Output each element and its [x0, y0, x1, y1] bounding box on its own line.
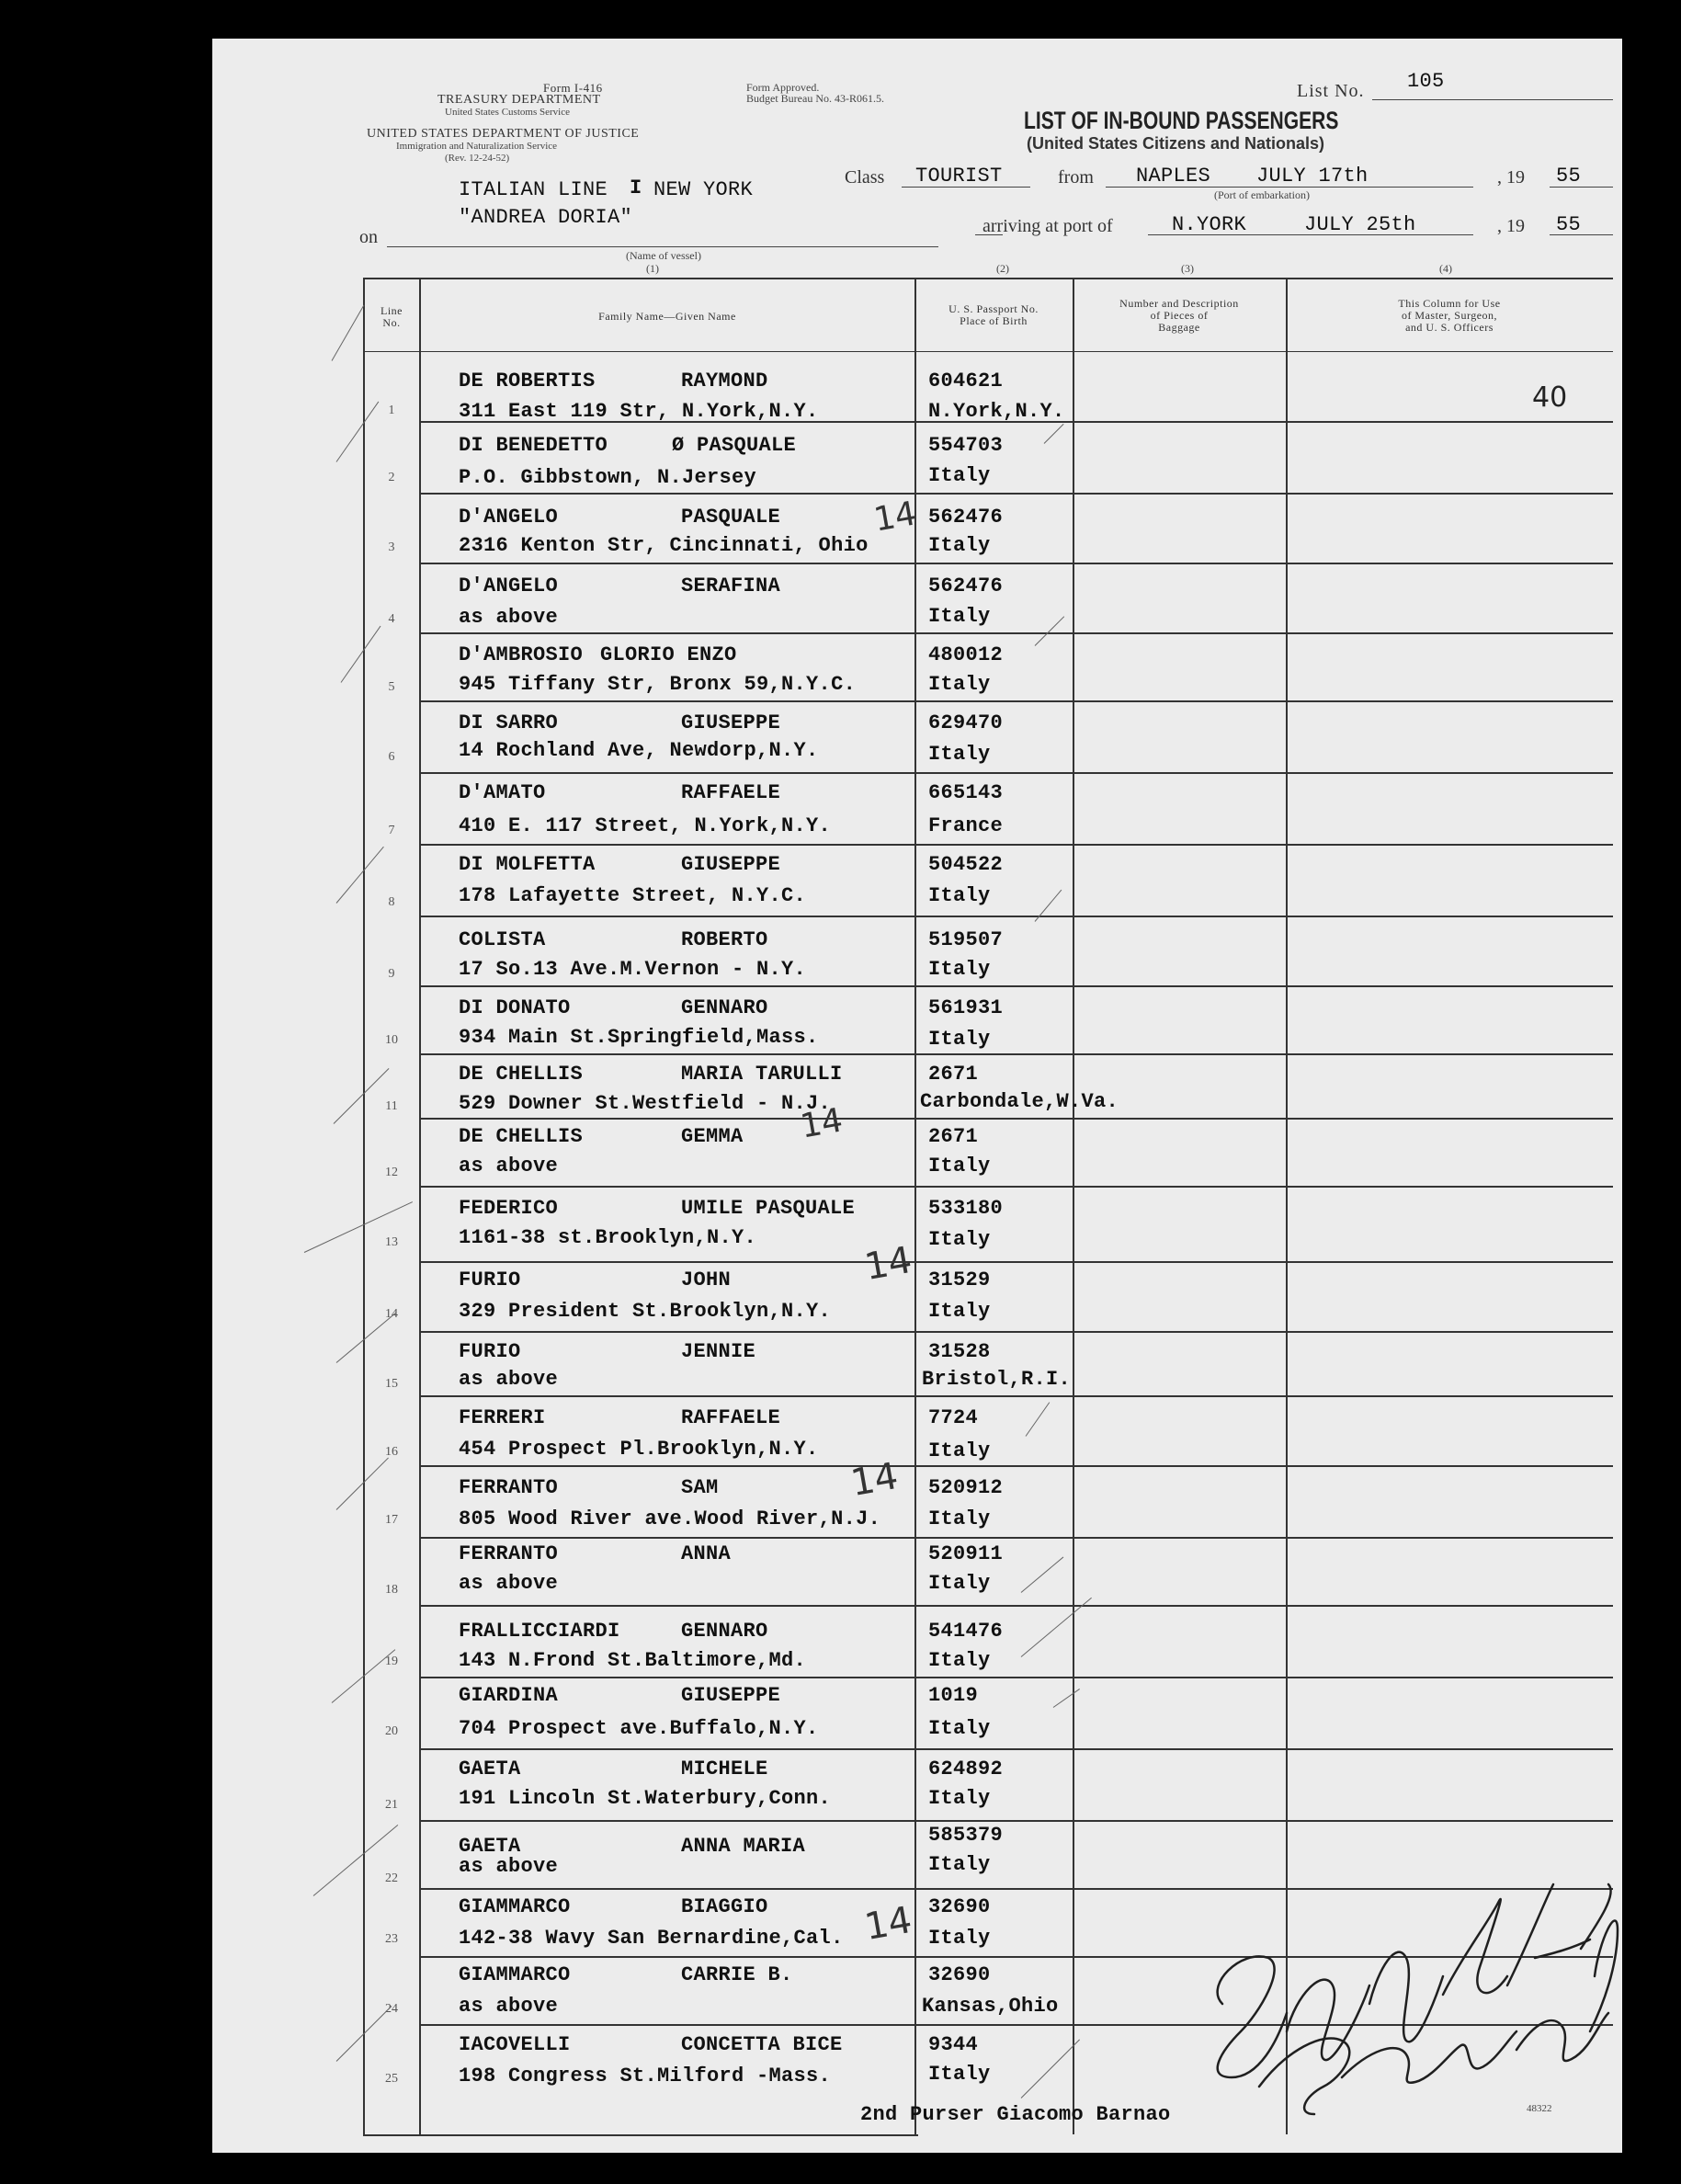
- table-row: [212, 776, 1622, 847]
- passport-number: 520911: [928, 1542, 1004, 1565]
- row-number: 16: [385, 1445, 398, 1459]
- row-number: 8: [388, 895, 395, 909]
- row-divider: [419, 1395, 1613, 1397]
- header-baggage-3: Baggage: [1158, 321, 1200, 334]
- passport-number: 504522: [928, 853, 1004, 876]
- from-label: from: [1058, 167, 1094, 188]
- manifest-subtitle: (United States Citizens and Nationals): [1027, 134, 1325, 153]
- given-name: SERAFINA: [681, 574, 781, 597]
- class-value: TOURIST: [915, 165, 1003, 188]
- address: 945 Tiffany Str, Bronx 59,N.Y.C.: [459, 673, 857, 696]
- passport-number: 541476: [928, 1620, 1004, 1643]
- from-year-prefix: , 19: [1497, 167, 1525, 188]
- row-divider: [419, 1186, 1613, 1188]
- row-divider: [419, 844, 1613, 846]
- family-name: FRALLICCIARDI: [459, 1620, 620, 1643]
- row-divider: [419, 916, 1613, 917]
- row-number: 18: [385, 1583, 398, 1597]
- row-number: 3: [388, 540, 395, 554]
- row-number: 25: [385, 2072, 398, 2086]
- given-name: MICHELE: [681, 1757, 768, 1780]
- column-number-4: (4): [1439, 262, 1452, 275]
- list-number: 105: [1407, 70, 1445, 93]
- row-number: 12: [385, 1166, 398, 1179]
- given-name: RAFFAELE: [681, 1406, 781, 1429]
- passport-number: 519507: [928, 928, 1004, 951]
- row-divider: [419, 1820, 1613, 1822]
- given-name: SAM: [681, 1476, 719, 1499]
- address: 934 Main St.Springfield,Mass.: [459, 1026, 819, 1049]
- given-name: PASQUALE: [681, 506, 781, 529]
- table-row: [212, 1541, 1622, 1611]
- passport-number: 480012: [928, 643, 1004, 666]
- passport-number: 1019: [928, 1684, 979, 1707]
- embarkation-caption: (Port of embarkation): [1214, 188, 1310, 201]
- family-name: FERRERI: [459, 1406, 546, 1429]
- row-divider: [419, 632, 1613, 634]
- address: 198 Congress St.Milford -Mass.: [459, 2065, 832, 2087]
- row-number: 11: [385, 1099, 398, 1113]
- row-number: 10: [385, 1033, 398, 1047]
- row-divider: [419, 1537, 1613, 1539]
- row-divider: [419, 772, 1613, 774]
- address: 142-38 Wavy San Bernardine,Cal.: [459, 1927, 844, 1950]
- given-name: RAYMOND: [681, 370, 768, 392]
- header-officers-3: and U. S. Officers: [1405, 321, 1494, 334]
- place-of-birth: Italy: [928, 958, 991, 981]
- place-of-birth: Italy: [928, 1787, 991, 1810]
- passport-number: 665143: [928, 781, 1004, 804]
- row-number: 4: [388, 612, 395, 626]
- family-name: DI MOLFETTA: [459, 853, 596, 876]
- place-of-birth: France: [928, 814, 1004, 837]
- header-baggage-2: of Pieces of: [1150, 309, 1209, 322]
- header-passport-2: Place of Birth: [960, 314, 1028, 327]
- place-of-birth: Italy: [928, 464, 991, 487]
- family-name: DE CHELLIS: [459, 1125, 584, 1148]
- row-divider: [419, 493, 1613, 495]
- address: 311 East 119 Str, N.York,N.Y.: [459, 400, 819, 423]
- arrival-year-prefix: , 19: [1497, 216, 1525, 236]
- table-row: [212, 919, 1622, 990]
- place-of-birth: Italy: [928, 743, 991, 766]
- column-number-3: (3): [1181, 262, 1194, 275]
- family-name: D'AMATO: [459, 781, 546, 804]
- given-name: GENNARO: [681, 996, 768, 1019]
- table-row: [212, 1120, 1622, 1190]
- given-name: CONCETTA BICE: [681, 2033, 843, 2056]
- print-code: 48322: [1527, 2103, 1552, 2114]
- passport-number: 31529: [928, 1268, 991, 1291]
- family-name: D'ANGELO: [459, 574, 559, 597]
- family-name: DI SARRO: [459, 711, 559, 734]
- given-name: UMILE PASQUALE: [681, 1197, 856, 1220]
- row-divider: [419, 1465, 1613, 1467]
- given-name: GLORIO ENZO: [600, 643, 737, 666]
- list-no-underline: [1372, 99, 1613, 100]
- passport-number: 31528: [928, 1340, 991, 1363]
- place-of-birth: Italy: [928, 1717, 991, 1740]
- row-number: 20: [385, 1724, 398, 1738]
- line-mark: I: [630, 176, 642, 199]
- arrival-port: N.YORK: [1172, 213, 1247, 236]
- column-number-2: (2): [996, 262, 1009, 275]
- table-header-border: [363, 351, 1613, 352]
- given-name: GENNARO: [681, 1620, 768, 1643]
- table-row: [212, 1754, 1622, 1825]
- row-divider: [419, 1053, 1613, 1055]
- margin-mark: 14: [847, 1454, 902, 1506]
- place-of-birth: Italy: [928, 884, 991, 907]
- header-passport-1: U. S. Passport No.: [948, 302, 1039, 315]
- header-baggage: [1074, 298, 1284, 334]
- family-name: DI BENEDETTO: [459, 434, 608, 457]
- row-number: 15: [385, 1377, 398, 1391]
- place-of-birth: Italy: [928, 1228, 991, 1251]
- line-city: NEW YORK: [653, 178, 754, 201]
- passport-number: 562476: [928, 574, 1004, 597]
- revision-date: (Rev. 12-24-52): [445, 153, 510, 164]
- row-number: 13: [385, 1235, 398, 1249]
- embarkation-date: JULY 17th: [1256, 165, 1369, 188]
- address: P.O. Gibbstown, N.Jersey: [459, 466, 757, 489]
- header-line-no-2: No.: [382, 316, 401, 329]
- place-of-birth: Italy: [928, 1927, 991, 1950]
- family-name: D'AMBROSIO: [459, 643, 584, 666]
- header-line-no-1: Line: [380, 304, 403, 317]
- purser-name: 2nd Purser Giacomo Barnao: [860, 2103, 1171, 2126]
- row-divider: [419, 700, 1613, 702]
- margin-mark: 14: [870, 495, 920, 540]
- check-mark: [332, 305, 365, 361]
- table-bottom-border: [363, 2134, 918, 2136]
- family-name: GIARDINA: [459, 1684, 559, 1707]
- justice-department: UNITED STATES DEPARTMENT OF JUSTICE: [367, 127, 640, 141]
- table-row: [212, 989, 1622, 1060]
- address: 143 N.Frond St.Baltimore,Md.: [459, 1649, 807, 1672]
- row-number: 1: [388, 404, 395, 417]
- budget-bureau: Budget Bureau No. 43-R061.5.: [746, 92, 884, 105]
- address: as above: [459, 1572, 559, 1595]
- address: 329 President St.Brooklyn,N.Y.: [459, 1300, 832, 1323]
- place-of-birth: Italy: [928, 1155, 991, 1177]
- given-name: ANNA: [681, 1542, 732, 1565]
- header-baggage-1: Number and Description: [1119, 297, 1239, 310]
- officer-note: 40: [1532, 381, 1568, 414]
- address: 529 Downer St.Westfield - N.J.: [459, 1092, 832, 1115]
- address: as above: [459, 1155, 559, 1177]
- passport-number: 2671: [928, 1063, 979, 1086]
- row-number: 7: [388, 824, 395, 837]
- place-of-birth: Italy: [928, 1572, 991, 1595]
- place-of-birth: Italy: [928, 1028, 991, 1051]
- family-name: GAETA: [459, 1757, 521, 1780]
- row-divider: [419, 1605, 1613, 1607]
- row-divider: [419, 1748, 1613, 1750]
- passport-number: 533180: [928, 1197, 1004, 1220]
- arriving-label: arriving at port of: [982, 216, 1113, 236]
- place-of-birth: Italy: [928, 673, 991, 696]
- table-row: [212, 1189, 1622, 1260]
- row-number: 2: [388, 471, 395, 484]
- table-row: [212, 1473, 1622, 1543]
- table-row: [212, 566, 1622, 637]
- family-name: GIAMMARCO: [459, 1963, 571, 1986]
- family-name: FURIO: [459, 1340, 521, 1363]
- on-label: on: [359, 227, 378, 247]
- table-row: [212, 1682, 1622, 1753]
- passport-number: 562476: [928, 506, 1004, 529]
- address: 805 Wood River ave.Wood River,N.J.: [459, 1507, 881, 1530]
- place-of-birth: Italy: [928, 1300, 991, 1323]
- place-of-birth: Italy: [928, 605, 991, 628]
- treasury-department: TREASURY DEPARTMENT: [437, 93, 601, 107]
- row-number: 23: [385, 1932, 398, 1946]
- header-line-no: [366, 305, 417, 329]
- row-number: 6: [388, 750, 395, 764]
- table-top-border: [363, 278, 1613, 279]
- given-name: GIUSEPPE: [681, 1684, 781, 1707]
- passport-number: 585379: [928, 1824, 1004, 1847]
- row-number: 17: [385, 1513, 398, 1527]
- family-name: GAETA: [459, 1835, 521, 1858]
- vessel-caption: (Name of vessel): [626, 249, 701, 262]
- list-no-label: List No.: [1297, 81, 1365, 101]
- given-name: JOHN: [681, 1268, 732, 1291]
- table-row: [212, 1614, 1622, 1685]
- address: 1161-38 st.Brooklyn,N.Y.: [459, 1226, 757, 1249]
- row-number: 9: [388, 967, 395, 981]
- place-of-birth: Italy: [928, 1439, 991, 1462]
- row-number: 24: [385, 2002, 398, 2016]
- table-row: [212, 636, 1622, 707]
- place-of-birth: Italy: [928, 2063, 991, 2086]
- header-officers-1: This Column for Use: [1398, 297, 1501, 310]
- address: 17 So.13 Ave.M.Vernon - N.Y.: [459, 958, 807, 981]
- passport-number: 554703: [928, 434, 1004, 457]
- class-label: Class: [845, 167, 885, 188]
- passport-number: 32690: [928, 1963, 991, 1986]
- given-name: GIUSEPPE: [681, 853, 781, 876]
- address: 14 Rochland Ave, Newdorp,N.Y.: [459, 739, 819, 762]
- family-name: FURIO: [459, 1268, 521, 1291]
- family-name: DE CHELLIS: [459, 1063, 584, 1086]
- family-name: DE ROBERTIS: [459, 370, 596, 392]
- place-of-birth: Carbondale,W.Va.: [920, 1090, 1119, 1113]
- row-number: 22: [385, 1871, 398, 1885]
- given-name: BIAGGIO: [681, 1895, 768, 1918]
- given-name: RAFFAELE: [681, 781, 781, 804]
- customs-service: United States Customs Service: [445, 107, 570, 118]
- header-name: Family Name—Given Name: [598, 310, 736, 323]
- family-name: GIAMMARCO: [459, 1895, 571, 1918]
- address: as above: [459, 1995, 559, 2018]
- passport-number: 624892: [928, 1757, 1004, 1780]
- embarkation-port: NAPLES: [1136, 165, 1211, 188]
- arrival-year-underline: [1550, 234, 1613, 235]
- address: 704 Prospect ave.Buffalo,N.Y.: [459, 1717, 819, 1740]
- row-number: 5: [388, 680, 395, 694]
- given-name: GIUSEPPE: [681, 711, 781, 734]
- place-of-birth: Italy: [928, 534, 991, 557]
- family-name: FEDERICO: [459, 1197, 559, 1220]
- address: 178 Lafayette Street, N.Y.C.: [459, 884, 807, 907]
- arrival-year: 55: [1556, 213, 1582, 236]
- address: 2316 Kenton Str, Cincinnati, Ohio: [459, 534, 869, 557]
- manifest-title: LIST OF IN-BOUND PASSENGERS: [1024, 107, 1339, 134]
- place-of-birth: Italy: [928, 1853, 991, 1876]
- shipping-line: ITALIAN LINE: [459, 178, 608, 201]
- row-divider: [419, 1677, 1613, 1678]
- table-row: [212, 704, 1622, 775]
- row-number: 14: [385, 1307, 398, 1321]
- family-name: DI DONATO: [459, 996, 571, 1019]
- table-row: [212, 847, 1622, 918]
- passport-number: 9344: [928, 2033, 979, 2056]
- form-number: Form I-416: [543, 81, 603, 95]
- family-name: D'ANGELO: [459, 506, 559, 529]
- passport-number: 604621: [928, 370, 1004, 392]
- place-of-birth: Bristol,R.I.: [922, 1368, 1072, 1391]
- arrival-date: JULY 25th: [1304, 213, 1416, 236]
- commandante-signature: [1186, 1848, 1627, 2151]
- table-row: [212, 423, 1622, 494]
- given-name: ROBERTO: [681, 928, 768, 951]
- passenger-manifest-sheet: [212, 39, 1622, 2153]
- place-of-birth: Italy: [928, 1649, 991, 1672]
- given-name: Ø PASQUALE: [672, 434, 797, 457]
- immigration-service: Immigration and Naturalization Service: [396, 141, 558, 152]
- margin-mark: 14: [861, 1238, 915, 1290]
- address: 410 E. 117 Street, N.York,N.Y.: [459, 814, 832, 837]
- address: as above: [459, 1855, 559, 1878]
- family-name: COLISTA: [459, 928, 546, 951]
- header-officers: [1288, 298, 1611, 334]
- table-row: [212, 1263, 1622, 1334]
- margin-mark: 14: [861, 1898, 915, 1950]
- passport-number: 629470: [928, 711, 1004, 734]
- passport-number: 2671: [928, 1125, 979, 1148]
- form-approved: Form Approved.: [746, 81, 820, 94]
- row-divider: [419, 985, 1613, 987]
- address: as above: [459, 1368, 559, 1391]
- family-name: IACOVELLI: [459, 2033, 571, 2056]
- row-divider: [419, 563, 1613, 564]
- row-number: 19: [385, 1655, 398, 1668]
- family-name: FERRANTO: [459, 1476, 559, 1499]
- header-officers-2: of Master, Surgeon,: [1401, 309, 1498, 322]
- place-of-birth: Kansas,Ohio: [922, 1995, 1059, 2018]
- vessel-underline: [387, 246, 938, 247]
- embarkation-year: 55: [1556, 165, 1582, 188]
- header-passport: [916, 303, 1071, 327]
- passport-number: 32690: [928, 1895, 991, 1918]
- address: 454 Prospect Pl.Brooklyn,N.Y.: [459, 1438, 819, 1461]
- given-name: GEMMA: [681, 1125, 744, 1148]
- passport-number: 520912: [928, 1476, 1004, 1499]
- table-row: [212, 358, 1622, 428]
- passport-number: 561931: [928, 996, 1004, 1019]
- address: 191 Lincoln St.Waterbury,Conn.: [459, 1787, 832, 1810]
- row-number: 21: [385, 1798, 398, 1812]
- vessel-column-number: (1): [646, 262, 659, 275]
- given-name: MARIA TARULLI: [681, 1063, 843, 1086]
- address: as above: [459, 606, 559, 629]
- place-of-birth: Italy: [928, 1507, 991, 1530]
- given-name: CARRIE B.: [681, 1963, 793, 1986]
- family-name: FERRANTO: [459, 1542, 559, 1565]
- passport-number: 7724: [928, 1406, 979, 1429]
- row-divider: [419, 1331, 1613, 1333]
- given-name: JENNIE: [681, 1340, 756, 1363]
- given-name: ANNA MARIA: [681, 1835, 806, 1858]
- vessel-name: "ANDREA DORIA": [459, 206, 633, 229]
- margin-mark: 14: [797, 1101, 846, 1146]
- from-year-underline: [1550, 187, 1613, 188]
- place-of-birth: N.York,N.Y.: [928, 400, 1065, 423]
